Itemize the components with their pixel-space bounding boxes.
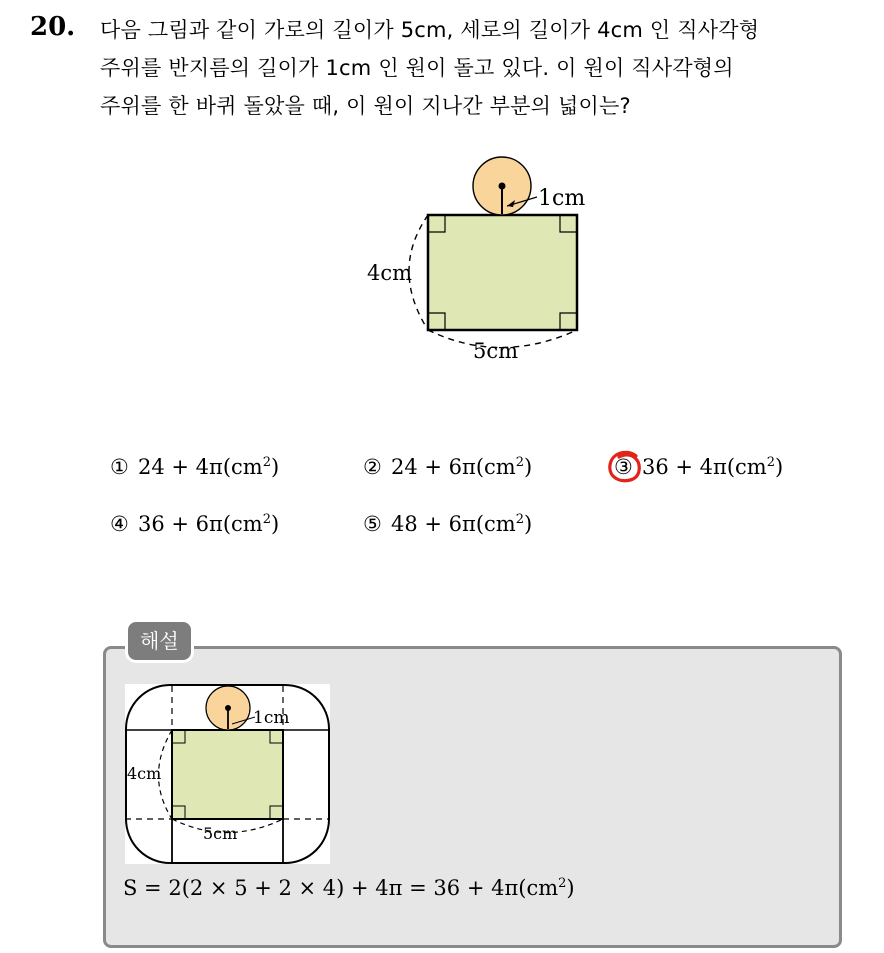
formula-exponent: 2: [558, 876, 567, 891]
choice-expression: 36 + 6π(cm: [138, 512, 263, 536]
answer-mark-circle: [606, 448, 644, 486]
choice-exponent: 2: [262, 512, 271, 527]
choice-4[interactable]: [110, 512, 279, 536]
question-line-1: 다음 그림과 같이 가로의 길이가 5cm, 세로의 길이가 4cm 인 직사각형: [100, 18, 760, 42]
solution-tag: 해설: [128, 622, 191, 660]
choice-close: ): [270, 455, 280, 479]
width-label: 5cm: [473, 339, 519, 363]
choice-exponent: 2: [515, 512, 524, 527]
choice-5[interactable]: [363, 512, 532, 536]
rectangle: [428, 215, 577, 330]
solution-width-label: 5cm: [203, 824, 238, 843]
formula-main: S = 2(2 × 5 + 2 × 4) + 4π = 36 + 4π(cm: [123, 876, 559, 900]
problem-figure: [340, 150, 630, 370]
choice-2[interactable]: [363, 455, 532, 479]
solution-height-label: 4cm: [127, 764, 162, 783]
choice-expression: 36 + 4π(cm: [642, 455, 767, 479]
choice-1[interactable]: [110, 455, 279, 479]
choice-expression: 24 + 6π(cm: [391, 455, 516, 479]
solution-rectangle: [172, 730, 283, 819]
choice-number: ①: [110, 455, 129, 479]
choice-close: ): [774, 455, 784, 479]
question-line-3: 주위를 한 바퀴 돌았을 때, 이 원이 지나간 부분의 넓이는?: [100, 94, 631, 118]
choice-exponent: 2: [262, 455, 271, 470]
choice-close: ): [270, 512, 280, 536]
solution-formula: [123, 876, 575, 900]
solution-radius-label: 1cm: [253, 708, 290, 728]
choice-exponent: 2: [766, 455, 775, 470]
choice-exponent: 2: [515, 455, 524, 470]
choice-number: ②: [363, 455, 382, 479]
question-number: 20.: [30, 12, 76, 42]
choice-number: ③: [614, 455, 633, 479]
height-label: 4cm: [367, 261, 413, 285]
choice-close: ): [523, 455, 533, 479]
choice-number: ④: [110, 512, 129, 536]
choice-expression: 48 + 6π(cm: [391, 512, 516, 536]
question-line-2: 주위를 반지름의 길이가 1cm 인 원이 돌고 있다. 이 원이 직사각형의: [100, 56, 734, 80]
formula-close: ): [566, 876, 575, 900]
choice-number: ⑤: [363, 512, 382, 536]
choice-expression: 24 + 4π(cm: [138, 455, 263, 479]
radius-label: 1cm: [538, 186, 586, 211]
solution-figure: [125, 684, 330, 864]
choice-close: ): [523, 512, 533, 536]
